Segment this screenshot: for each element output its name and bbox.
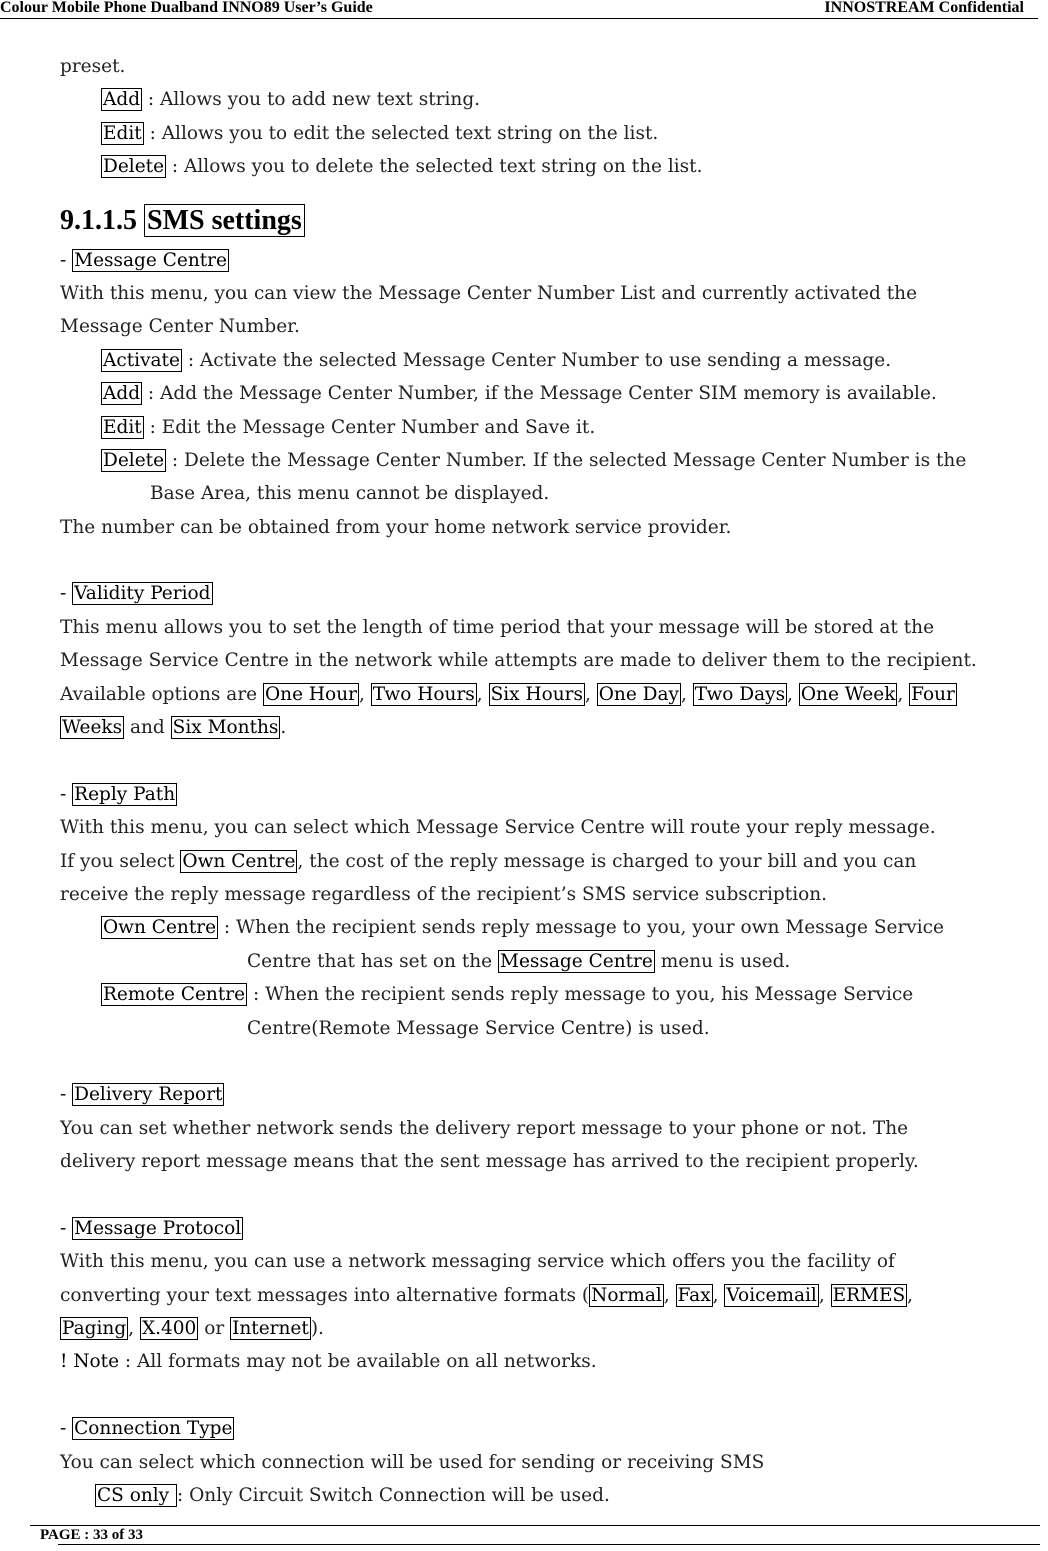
subsection-message-protocol: - Message Protocol [60, 1217, 242, 1239]
text-line: Centre that has set on the Message Centre menu is used. [247, 950, 791, 972]
option-remote-centre: Remote Centre : When the recipient sends reply message to you, his Message Service [103, 984, 914, 1006]
heading-sms-settings: SMS settings [144, 204, 305, 237]
text-line: Available options are One Hour , Two Hours , Six Hours , One Day , Two Days , One Week , Four [60, 683, 955, 705]
text-line: The number can be obtained from your home network service provider. [60, 516, 732, 538]
page-number: PAGE : 33 of 33 [40, 1527, 144, 1543]
document-body [60, 50, 1040, 1512]
option-activate: Activate : Activate the selected Message Center Number to use sending a message. [103, 349, 892, 371]
text-line: preset. [60, 56, 126, 77]
text-line: Centre(Remote Message Service Centre) is used. [247, 1017, 710, 1039]
text-line: Weeks and Six Months . [62, 717, 287, 739]
option-own-centre: Own Centre : When the recipient sends reply message to you, your own Message Service [103, 917, 944, 939]
option-add: Add : Allows you to add new text string. [103, 89, 481, 111]
page-header [0, 0, 1038, 19]
text-line: Message Center Number. [60, 316, 300, 338]
text-line: delivery report message means that the sent message has arrived to the recipient properly. [60, 1151, 919, 1173]
note-label: ! Note [60, 1351, 120, 1373]
subsection-reply-path: - Reply Path [60, 783, 176, 805]
text-line: With this menu, you can use a network messaging service which offers you the facility of [60, 1251, 895, 1273]
section-heading: 9.1.1.5 SMS settings [60, 198, 1040, 244]
header-confidential: INNOSTREAM Confidential [824, 0, 1024, 16]
edit-label: Edit [103, 122, 142, 144]
text-line: This menu allows you to set the length of time period that your message will be stored at the [60, 616, 935, 638]
text-line: You can select which connection will be used for sending or receiving SMS [60, 1451, 765, 1473]
text-line: With this menu, you can select which Message Service Centre will route your reply message. [60, 817, 936, 839]
text-line: Base Area, this menu cannot be displayed. [150, 483, 550, 505]
option-add: Add : Add the Message Center Number, if the Message Center SIM memory is available. [103, 383, 937, 405]
option-edit: Edit : Allows you to edit the selected text string on the list. [103, 122, 659, 144]
option-delete: Delete : Allows you to delete the selected text string on the list. [103, 156, 703, 178]
note-line: ! Note : All formats may not be available on all networks. [60, 1351, 597, 1373]
text-line: You can set whether network sends the delivery report message to your phone or not. The [60, 1117, 909, 1139]
text-line: Message Service Centre in the network while attempts are made to deliver them to the recipient. [60, 650, 977, 672]
header-title: Colour Mobile Phone Dualband INNO89 User’s Guide [0, 0, 373, 16]
option-cs-only: CS only : Only Circuit Switch Connection will be used. [97, 1485, 610, 1507]
text-line: receive the reply message regardless of the recipient’s SMS service subscription. [60, 883, 828, 905]
subsection-validity-period: - Validity Period [60, 583, 211, 605]
delete-label: Delete [103, 156, 165, 178]
text-line: If you select Own Centre , the cost of the reply message is charged to your bill and you can [60, 850, 917, 872]
page-footer [30, 1525, 1040, 1545]
subsection-message-centre: - Message Centre [60, 249, 227, 271]
option-delete: Delete : Delete the Message Center Number. If the selected Message Center Number is the [103, 449, 967, 471]
text-line: With this menu, you can view the Message Center Number List and currently activated the [60, 282, 918, 304]
option-edit: Edit : Edit the Message Center Number and Save it. [103, 416, 596, 438]
subsection-connection-type: - Connection Type [60, 1418, 233, 1440]
add-label: Add [103, 89, 141, 111]
subsection-delivery-report: - Delivery Report [60, 1084, 223, 1106]
text-line: Paging , X.400 or Internet ). [62, 1318, 324, 1340]
text-line: converting your text messages into alternative formats ( Normal , Fax , Voicemail , ERMES , [60, 1284, 914, 1306]
